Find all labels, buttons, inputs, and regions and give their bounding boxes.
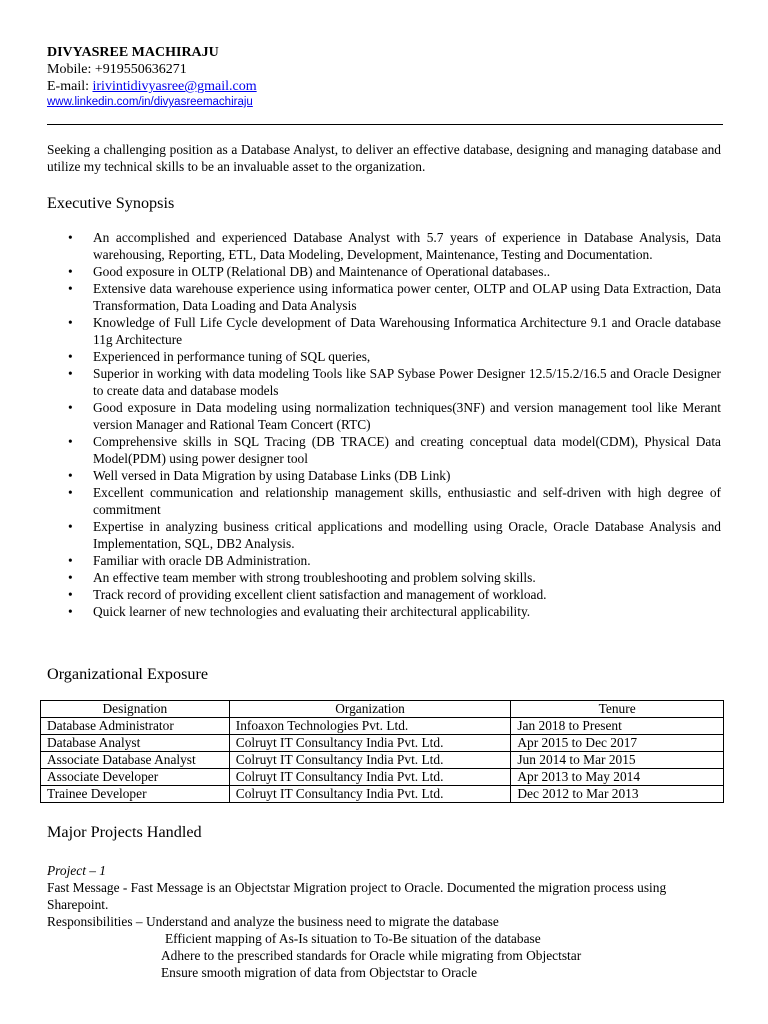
bullet-icon: •	[68, 553, 73, 568]
list-item	[47, 518, 721, 552]
synopsis-item-text: An effective team member with strong troubleshooting and problem solving skills.	[93, 570, 536, 585]
mobile-line	[47, 61, 257, 78]
list-item	[47, 263, 721, 280]
column-header-tenure: Tenure	[511, 701, 724, 718]
list-item	[47, 552, 721, 569]
synopsis-item-text: An accomplished and experienced Database Analyst with 5.7 years of experience in Database Analysis, Data warehousing, Reporting, ETL, Data Modeling, Development, Maintenance, Testing and Documentation.	[93, 230, 721, 262]
bullet-icon: •	[68, 281, 73, 296]
header-divider	[47, 124, 723, 125]
executive-synopsis-heading: Executive Synopsis	[47, 194, 175, 212]
linkedin-link[interactable]: www.linkedin.com/in/divyasreemachiraju	[47, 96, 253, 108]
list-item	[47, 365, 721, 399]
bullet-icon: •	[68, 366, 73, 381]
bullet-icon: •	[68, 400, 73, 415]
candidate-name: DIVYASREE MACHIRAJU	[47, 45, 219, 60]
responsibility-item: Efficient mapping of As-Is situation to To-Be situation of the database	[165, 931, 541, 946]
synopsis-item-text: Knowledge of Full Life Cycle development of Data Warehousing Informatica Architecture 9.1 and Oracle database 11g Architecture	[93, 315, 721, 347]
list-item	[47, 467, 721, 484]
contact-header	[47, 44, 257, 109]
organization-cell: Colruyt IT Consultancy India Pvt. Ltd.	[229, 769, 511, 786]
column-header-designation: Designation	[41, 701, 230, 718]
synopsis-item-text: Track record of providing excellent client satisfaction and management of workload.	[93, 587, 547, 602]
list-item	[47, 586, 721, 603]
synopsis-item-text: Excellent communication and relationship management skills, enthusiastic and self-driven with high degree of commitment	[93, 485, 721, 517]
email-label: E-mail:	[47, 79, 89, 94]
synopsis-item-text: Good exposure in OLTP (Relational DB) and Maintenance of Operational databases..	[93, 264, 551, 279]
organizational-exposure-heading: Organizational Exposure	[47, 665, 209, 683]
bullet-icon: •	[68, 570, 73, 585]
synopsis-item-text: Experienced in performance tuning of SQL queries,	[93, 349, 371, 364]
designation-cell: Associate Database Analyst	[41, 752, 230, 769]
list-item	[47, 603, 721, 620]
responsibility-item: Understand and analyze the business need to migrate the database	[145, 914, 499, 929]
bullet-icon: •	[68, 468, 73, 483]
objective-statement: Seeking a challenging position as a Database Analyst, to deliver an effective database, designing and managing database and utilize my technical skills to be an invaluable asset to the organization.	[47, 142, 721, 174]
responsibility-item: Adhere to the prescribed standards for Oracle while migrating from Objectstar	[161, 948, 582, 963]
synopsis-item-text: Expertise in analyzing business critical applications and modelling using Oracle, Oracle Database Analysis and Implementation, SQL, DB2 Analysis.	[93, 519, 721, 551]
major-projects-heading: Major Projects Handled	[47, 823, 202, 841]
organization-cell: Colruyt IT Consultancy India Pvt. Ltd.	[229, 752, 511, 769]
synopsis-item-text: Quick learner of new technologies and evaluating their architectural applicability.	[93, 604, 531, 619]
synopsis-item-text: Extensive data warehouse experience using informatica power center, OLTP and OLAP using Data Extraction, Data Transformation, Data Loading and Data Analysis	[93, 281, 721, 313]
responsibilities-label: Responsibilities –	[47, 914, 143, 929]
table-row	[41, 769, 724, 786]
bullet-icon: •	[68, 349, 73, 364]
project-title: Project – 1	[47, 863, 107, 878]
responsibility-line	[47, 913, 727, 930]
email-line	[47, 78, 257, 95]
list-item	[47, 433, 721, 467]
tenure-cell: Apr 2013 to May 2014	[511, 769, 724, 786]
designation-cell: Trainee Developer	[41, 786, 230, 803]
mobile-number: +919550636271	[94, 62, 187, 77]
bullet-icon: •	[68, 264, 73, 279]
organization-cell: Colruyt IT Consultancy India Pvt. Ltd.	[229, 735, 511, 752]
list-item	[47, 484, 721, 518]
column-header-organization: Organization	[229, 701, 511, 718]
synopsis-item-text: Comprehensive skills in SQL Tracing (DB TRACE) and creating conceptual data model(CDM), Physical Data Model(PDM) using power designer tool	[93, 434, 721, 466]
list-item	[47, 399, 721, 433]
bullet-icon: •	[68, 315, 73, 330]
designation-cell: Database Administrator	[41, 718, 230, 735]
table-header-row	[41, 701, 724, 718]
bullet-icon: •	[68, 604, 73, 619]
organization-cell: Infoaxon Technologies Pvt. Ltd.	[229, 718, 511, 735]
table-row	[41, 786, 724, 803]
table-row	[41, 718, 724, 735]
table-row	[41, 752, 724, 769]
tenure-cell: Apr 2015 to Dec 2017	[511, 735, 724, 752]
list-item	[47, 314, 721, 348]
list-item	[47, 348, 721, 365]
designation-cell: Database Analyst	[41, 735, 230, 752]
tenure-cell: Dec 2012 to Mar 2013	[511, 786, 724, 803]
table-row	[41, 735, 724, 752]
mobile-label: Mobile:	[47, 62, 92, 77]
synopsis-list	[47, 229, 721, 620]
bullet-icon: •	[68, 230, 73, 245]
synopsis-item-text: Good exposure in Data modeling using normalization techniques(3NF) and version management tool like Merant version Manager and Rational Team Concert (RTC)	[93, 400, 721, 432]
synopsis-item-text: Superior in working with data modeling Tools like SAP Sybase Power Designer 12.5/15.2/16.5 and Oracle Designer to create data and database models	[93, 366, 721, 398]
linkedin-line	[47, 95, 257, 109]
bullet-icon: •	[68, 519, 73, 534]
bullet-icon: •	[68, 587, 73, 602]
synopsis-item-text: Well versed in Data Migration by using Database Links (DB Link)	[93, 468, 451, 483]
bullet-icon: •	[68, 485, 73, 500]
email-link[interactable]: irivintidivyasree@gmail.com	[92, 79, 257, 94]
bullet-icon: •	[68, 434, 73, 449]
responsibility-item: Ensure smooth migration of data from Objectstar to Oracle	[161, 965, 478, 980]
exposure-table	[40, 700, 724, 803]
tenure-cell: Jan 2018 to Present	[511, 718, 724, 735]
list-item	[47, 569, 721, 586]
project-description: Fast Message - Fast Message is an Objectstar Migration project to Oracle. Documented the migration process using Sharepoint.	[47, 880, 667, 912]
project-1-block	[47, 862, 727, 981]
list-item	[47, 229, 721, 263]
designation-cell: Associate Developer	[41, 769, 230, 786]
list-item	[47, 280, 721, 314]
synopsis-item-text: Familiar with oracle DB Administration.	[93, 553, 311, 568]
organization-cell: Colruyt IT Consultancy India Pvt. Ltd.	[229, 786, 511, 803]
tenure-cell: Jun 2014 to Mar 2015	[511, 752, 724, 769]
